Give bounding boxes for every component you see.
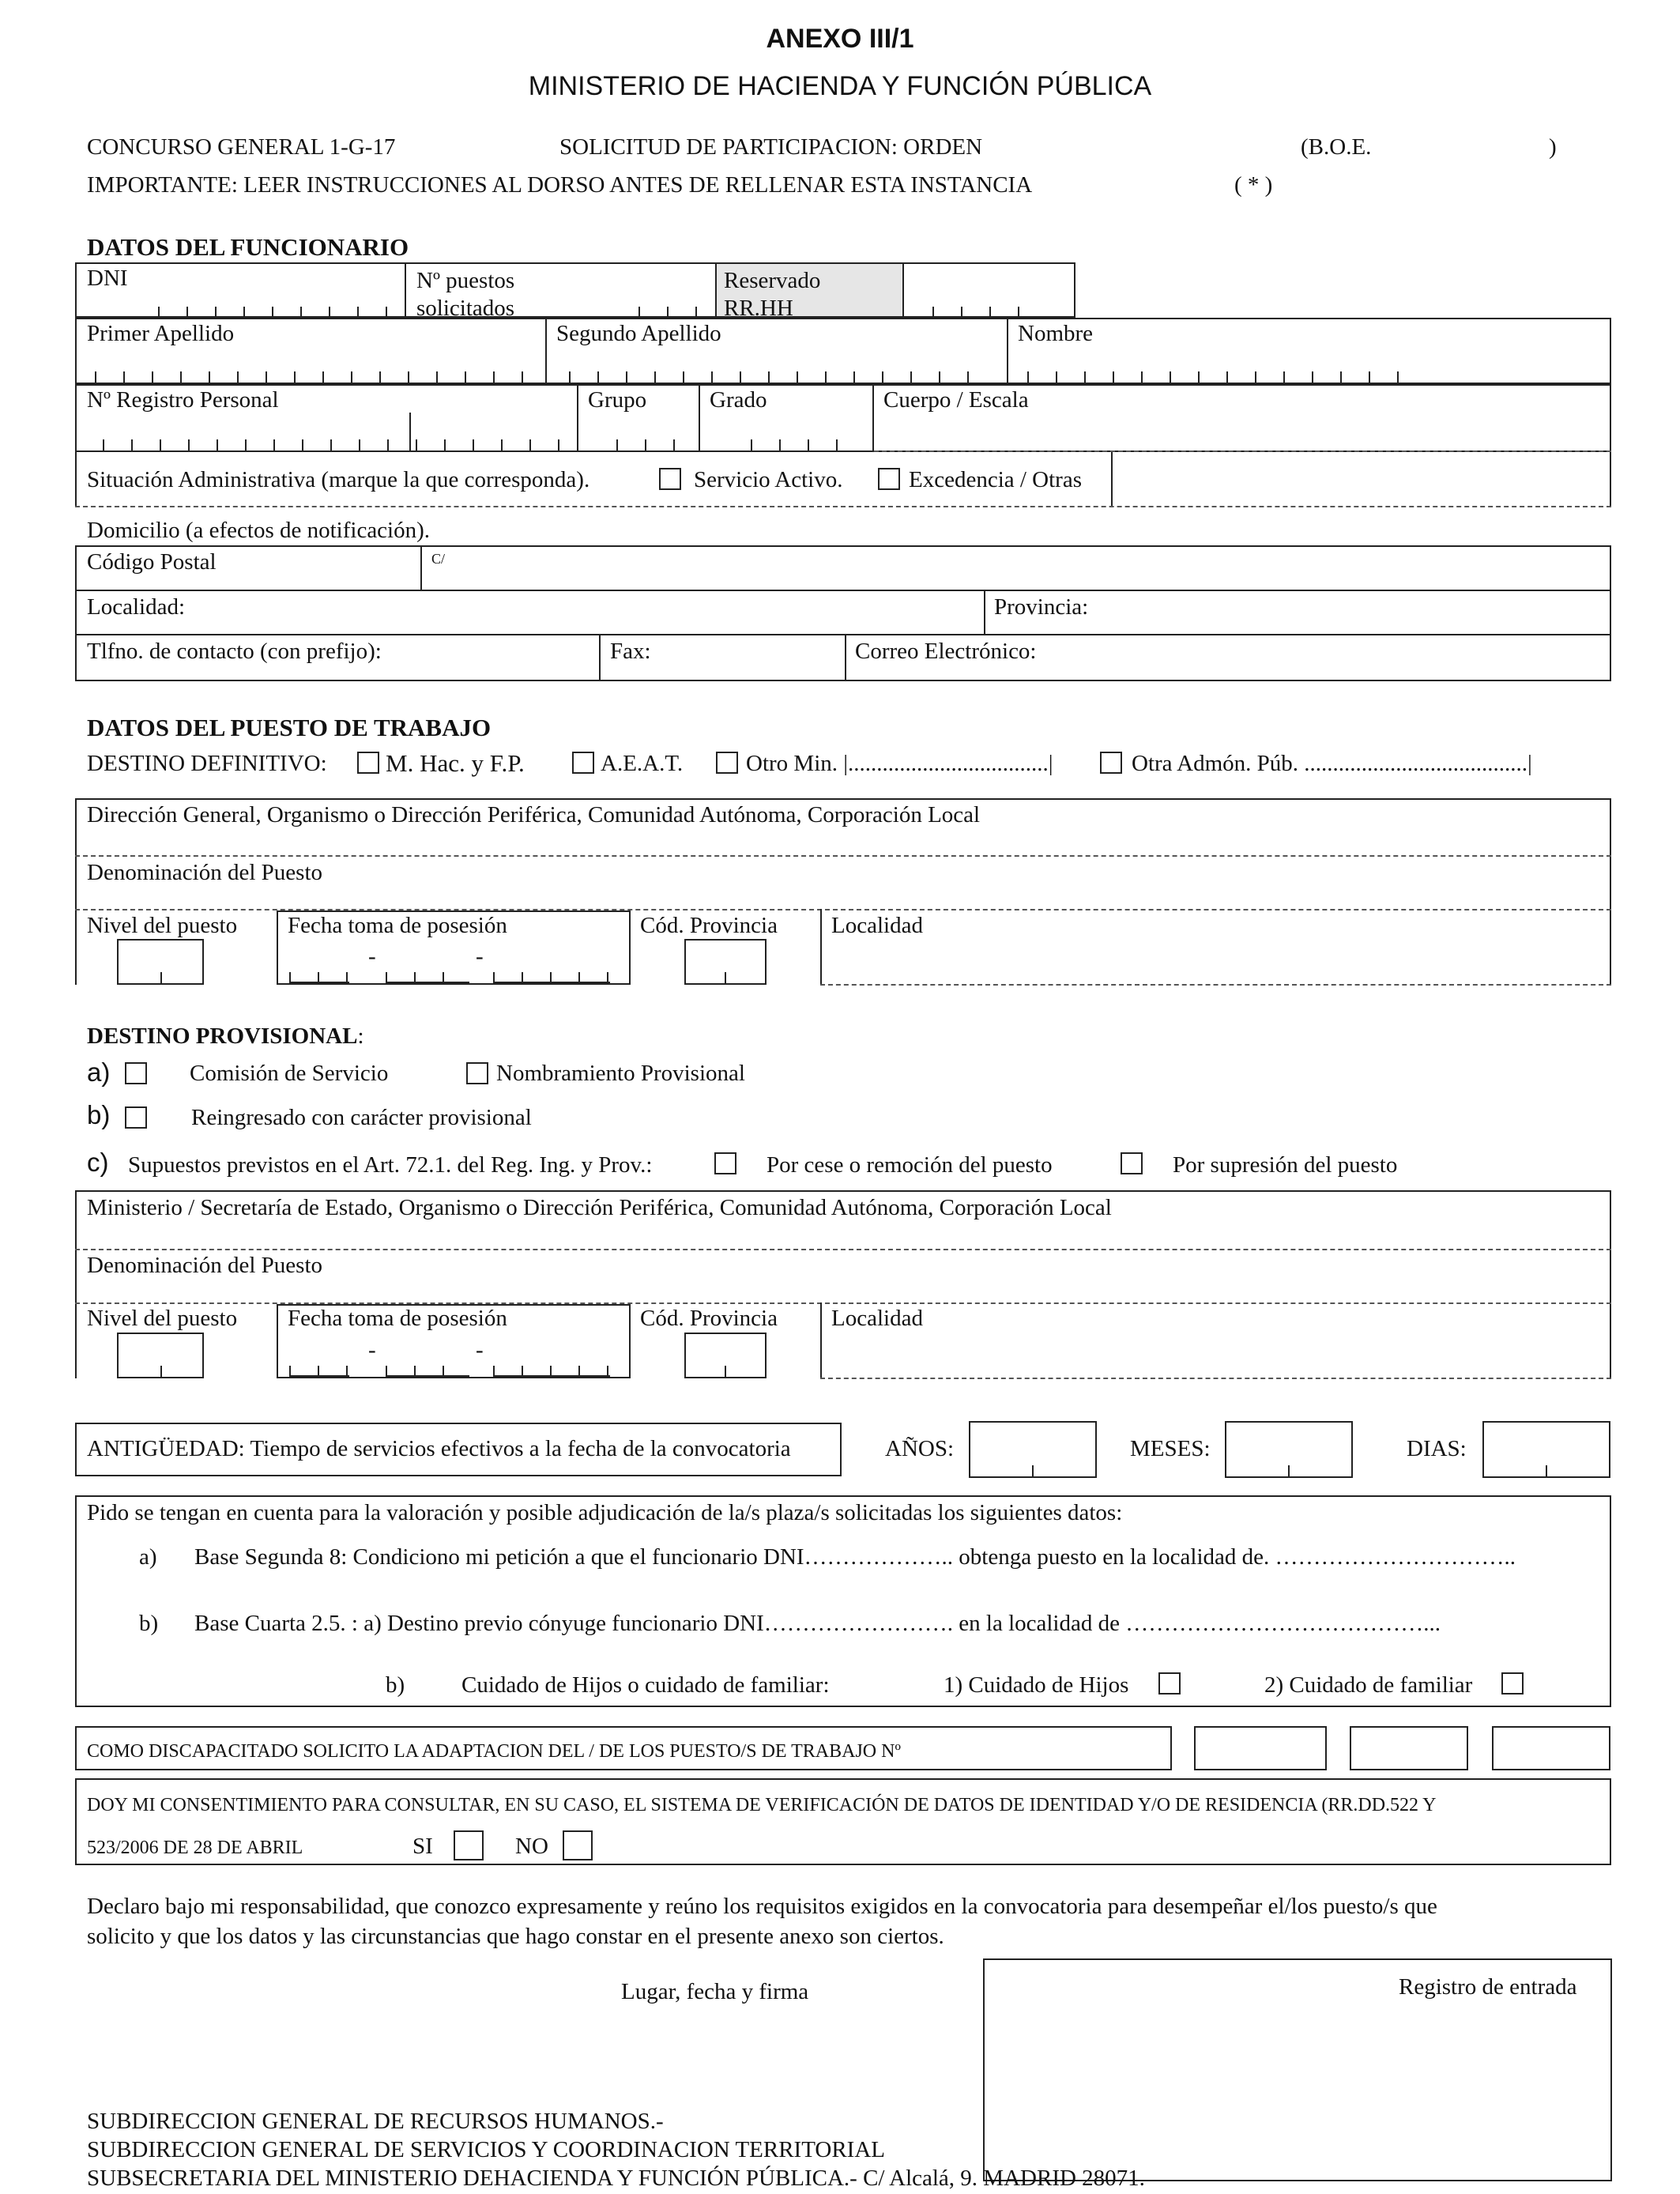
disability-input-3[interactable] (1492, 1726, 1610, 1770)
prov-province-code-label: Cód. Provincia (640, 1306, 778, 1331)
postal-code-label: Código Postal (87, 549, 217, 575)
personal-registry-label: Nº Registro Personal (87, 387, 279, 413)
other-ministry-checkbox[interactable] (716, 752, 738, 774)
appointment-checkbox[interactable] (466, 1062, 488, 1084)
date-dash-1: - (368, 944, 376, 969)
request-b-text[interactable]: Base Cuarta 2.5. : a) Destino previo cónyuge funcionario DNI……………………. en la localidad de …………………………………... (194, 1611, 1441, 1636)
possession-year-input[interactable] (493, 972, 610, 983)
ministry-line-label: Ministerio / Secretaría de Estado, Organismo o Dirección Periférica, Comunidad Autónoma, Corporación Local (87, 1195, 1112, 1220)
option-c-marker: c) (87, 1148, 109, 1177)
name-ticks[interactable] (1027, 371, 1422, 383)
dni-ticks[interactable] (158, 307, 395, 318)
possession-date-label: Fecha toma de posesión (288, 913, 507, 938)
job-data-title: DATOS DEL PUESTO DE TRABAJO (87, 714, 492, 741)
boe-open: (B.O.E. (1301, 134, 1372, 160)
important-notice: IMPORTANTE: LEER INSTRUCCIONES AL DORSO ANTES DE RELLENAR ESTA INSTANCIA (87, 172, 1033, 198)
prov-possession-month-input[interactable] (386, 1366, 469, 1377)
suppression-checkbox[interactable] (1121, 1152, 1143, 1174)
aeat-checkbox[interactable] (572, 752, 594, 774)
active-service-label: Servicio Activo. (694, 467, 843, 492)
consent-box (75, 1778, 1611, 1865)
level-label: Nivel del puesto (87, 913, 238, 938)
request-b2-marker: b) (386, 1672, 405, 1698)
consent-line1: DOY MI CONSENTIMIENTO PARA CONSULTAR, EN SU CASO, EL SISTEMA DE VERIFICACIÓN DE DATOS DE IDENTIDAD Y/O DE RESIDENCIA (RR.DD.522 Y (87, 1795, 1437, 1815)
prov-possession-year-input[interactable] (493, 1366, 610, 1377)
reserved-label: Reservado RR.HH (724, 268, 821, 321)
definitive-label: DESTINO DEFINITIVO: (87, 751, 327, 776)
cases-label: Supuestos previstos en el Art. 72.1. del Reg. Ing. y Prov.: (128, 1152, 653, 1178)
grade-ticks[interactable] (751, 439, 838, 450)
appointment-label: Nombramiento Provisional (496, 1061, 745, 1086)
prov-date-dash-2: - (476, 1337, 484, 1363)
commission-label: Comisión de Servicio (190, 1061, 389, 1086)
application-order: SOLICITUD DE PARTICIPACION: ORDEN (559, 134, 983, 160)
job-name-label: Denominación del Puesto (87, 860, 323, 885)
requests-intro: Pido se tengan en cuenta para la valoración y posible adjudicación de la/s plaza/s solicitadas los siguientes datos: (87, 1500, 1123, 1525)
group-label: Grupo (588, 387, 647, 413)
child-care-checkbox[interactable] (1158, 1672, 1181, 1695)
reentry-checkbox[interactable] (125, 1106, 147, 1129)
removal-label: Por cese o remoción del puesto (767, 1152, 1053, 1178)
declaration-line1: Declaro bajo mi responsabilidad, que conozco expresamente y reúno los requisitos exigidos en la convocatoria para desempeñar el/los puesto/s que (87, 1894, 1437, 1919)
prov-locality-input[interactable] (820, 1378, 1611, 1379)
name-label: Nombre (1018, 321, 1094, 346)
prov-level-label: Nivel del puesto (87, 1306, 238, 1331)
prov-job-name-label: Denominación del Puesto (87, 1253, 323, 1278)
group-ticks[interactable] (616, 439, 680, 450)
seniority-label: ANTIGÜEDAD: Tiempo de servicios efectivos a la fecha de la convocatoria (87, 1436, 791, 1461)
consent-yes-checkbox[interactable] (454, 1830, 484, 1860)
request-a-text[interactable]: Base Segunda 8: Condiciono mi petición a que el funcionario DNI……………….. obtenga puesto en la localidad de. ………………………….. (194, 1544, 1516, 1570)
locality-job-input[interactable] (820, 984, 1611, 986)
important-note-mark: ( * ) (1234, 172, 1273, 198)
grade-label: Grado (710, 387, 767, 413)
second-surname-label: Segundo Apellido (556, 321, 721, 346)
personal-registry-ticks[interactable] (103, 439, 561, 450)
option-a-marker: a) (87, 1057, 111, 1087)
removal-checkbox[interactable] (714, 1152, 736, 1174)
active-service-checkbox[interactable] (659, 468, 681, 490)
phone-label: Tlfno. de contacto (con prefijo): (87, 639, 382, 664)
child-care-label: 1) Cuidado de Hijos (944, 1672, 1129, 1698)
body-scale-label: Cuerpo / Escala (883, 387, 1029, 413)
domicile-label: Domicilio (a efectos de notificación). (87, 518, 431, 543)
official-data-title: DATOS DEL FUNCIONARIO (87, 233, 409, 261)
other-admin-checkbox[interactable] (1100, 752, 1122, 774)
option-b-marker: b) (87, 1100, 111, 1129)
entry-registry-label: Registro de entrada (1399, 1974, 1577, 2000)
consent-no-label: NO (515, 1834, 548, 1859)
ministry-title: MINISTERIO DE HACIENDA Y FUNCIÓN PÚBLICA (528, 71, 1152, 101)
request-b-marker: b) (139, 1611, 159, 1636)
locality-label: Localidad: (87, 594, 186, 620)
positions-requested-label: Nº puestos solicitados (416, 268, 515, 321)
months-label: MESES: (1130, 1436, 1211, 1461)
reserved-ticks (932, 307, 1027, 318)
email-label: Correo Electrónico: (855, 639, 1037, 664)
days-label: DIAS: (1407, 1436, 1467, 1461)
fax-label: Fax: (610, 639, 651, 664)
contest-code: CONCURSO GENERAL 1-G-17 (87, 134, 396, 160)
first-surname-ticks[interactable] (95, 371, 537, 383)
consent-no-checkbox[interactable] (563, 1830, 593, 1860)
prov-date-dash-1: - (368, 1337, 376, 1363)
footer-line2: SUBDIRECCION GENERAL DE SERVICIOS Y COORDINACION TERRITORIAL (87, 2137, 886, 2162)
ministry-checkbox[interactable] (357, 752, 379, 774)
prov-locality-label: Localidad (831, 1306, 923, 1331)
leave-other-checkbox[interactable] (878, 468, 900, 490)
street-label: C/ (431, 551, 446, 567)
place-date-sign-label: Lugar, fecha y firma (621, 1979, 809, 2004)
second-surname-ticks[interactable] (569, 371, 996, 383)
footer-line1: SUBDIRECCION GENERAL DE RECURSOS HUMANOS.- (87, 2109, 664, 2134)
provisional-title (87, 1025, 364, 1048)
years-label: AÑOS: (885, 1436, 955, 1461)
family-care-checkbox[interactable] (1501, 1672, 1524, 1695)
province-code-label: Cód. Provincia (640, 913, 778, 938)
first-surname-label: Primer Apellido (87, 321, 235, 346)
provisional-title-text: DESTINO PROVISIONAL (87, 1023, 358, 1049)
request-a-marker: a) (139, 1544, 157, 1570)
disability-input-2[interactable] (1350, 1726, 1468, 1770)
other-ministry-option: Otro Min. |...................................| (746, 751, 1053, 776)
prov-possession-date-label: Fecha toma de posesión (288, 1306, 507, 1331)
positions-ticks[interactable] (638, 307, 702, 318)
commission-checkbox[interactable] (125, 1062, 147, 1084)
dni-label: DNI (87, 266, 128, 291)
prov-possession-day-input[interactable] (289, 1366, 349, 1377)
consent-line2: 523/2006 DE 28 DE ABRIL (87, 1838, 303, 1858)
consent-yes-label: SI (412, 1834, 433, 1859)
aeat-option: A.E.A.T. (601, 751, 684, 776)
annex-title: ANEXO III/1 (766, 24, 914, 54)
admin-situation-label: Situación Administrativa (marque la que corresponda). (87, 467, 590, 492)
ministry-option: M. Hac. y F.P. (386, 749, 525, 777)
family-care-label: 2) Cuidado de familiar (1264, 1672, 1473, 1698)
leave-other-label: Excedencia / Otras (909, 467, 1083, 492)
provisional-colon: : (357, 1023, 364, 1049)
declaration-line2: solicito y que los datos y las circunstancias que hago constar en el presente anexo son ciertos. (87, 1924, 944, 1949)
possession-day-input[interactable] (289, 972, 349, 983)
province-label: Provincia: (994, 594, 1089, 620)
request-b2-text: Cuidado de Hijos o cuidado de familiar: (461, 1672, 830, 1698)
date-dash-2: - (476, 944, 484, 969)
possession-month-input[interactable] (386, 972, 469, 983)
locality-job-label: Localidad (831, 913, 923, 938)
disability-label: COMO DISCAPACITADO SOLICITO LA ADAPTACION DEL / DE LOS PUESTO/S DE TRABAJO Nº (87, 1741, 901, 1762)
other-admin-option: Otra Admón. Púb. .......................................| (1132, 751, 1532, 776)
disability-input-1[interactable] (1194, 1726, 1327, 1770)
suppression-label: Por supresión del puesto (1173, 1152, 1398, 1178)
boe-close: ) (1549, 134, 1557, 160)
footer-line3: SUBSECRETARIA DEL MINISTERIO DEHACIENDA Y FUNCIÓN PÚBLICA.- C/ Alcalá, 9. MADRID 28071. (87, 2166, 1145, 2191)
directorate-label: Dirección General, Organismo o Dirección Periférica, Comunidad Autónoma, Corporación Local (87, 802, 981, 827)
reentry-label: Reingresado con carácter provisional (191, 1105, 532, 1130)
